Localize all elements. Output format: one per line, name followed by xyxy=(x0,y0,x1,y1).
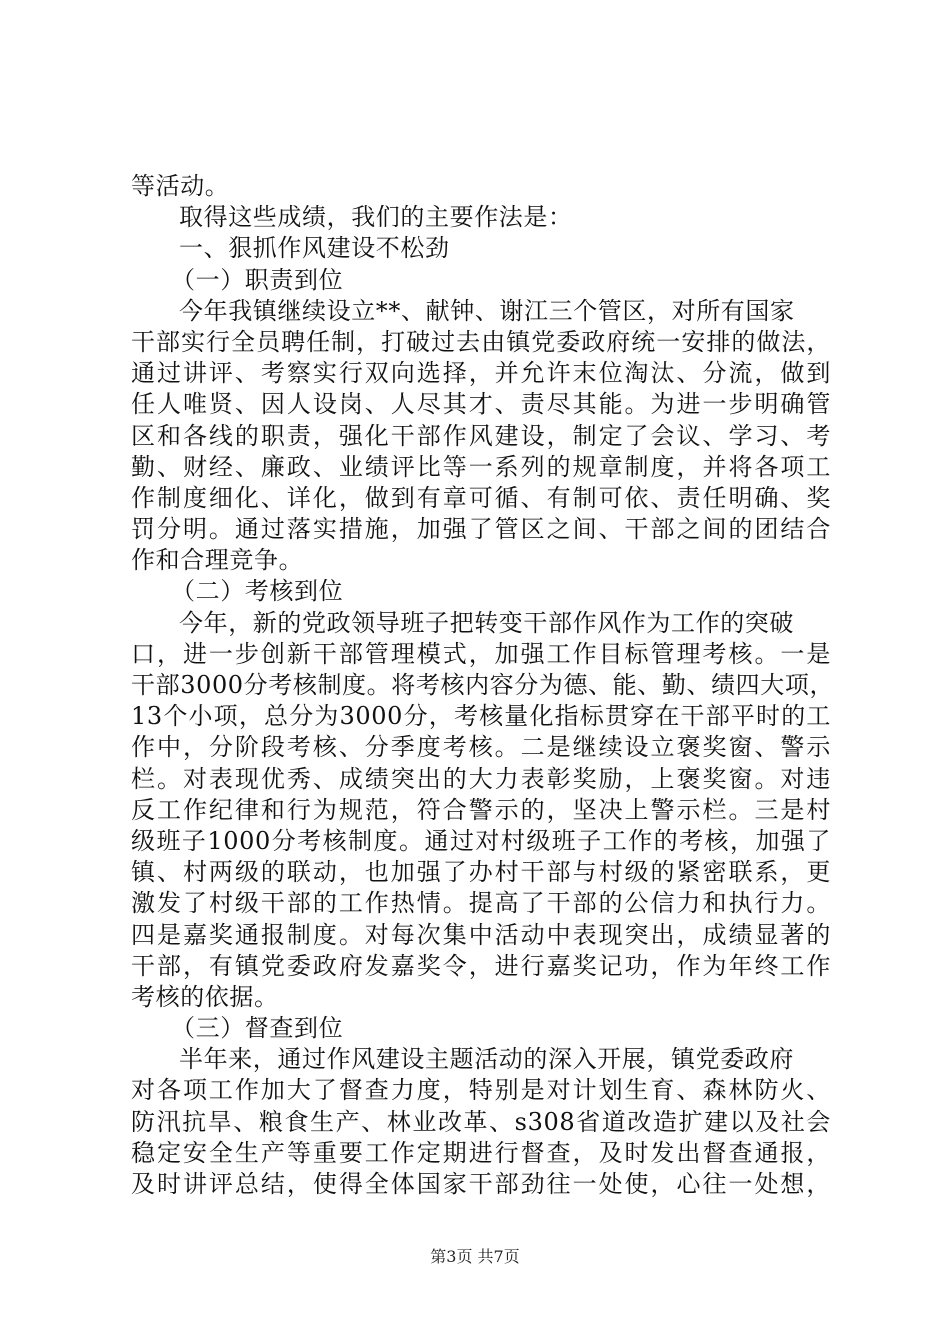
text-line: 罚分明。通过落实措施，加强了管区之间、干部之间的团结合 xyxy=(131,515,831,544)
document-body xyxy=(131,171,835,1200)
text-line: 干部实行全员聘任制，打破过去由镇党委政府统一安排的做法， xyxy=(131,327,831,356)
text-line: 区和各线的职责，强化干部作风建设，制定了会议、学习、考 xyxy=(131,421,831,450)
text-line: 作和合理竞争。 xyxy=(131,546,304,575)
text-line: 干部，有镇党委政府发嘉奖令，进行嘉奖记功，作为年终工作 xyxy=(131,951,831,980)
text-line: 防汛抗旱、粮食生产、林业改革、s308省道改造扩建以及社会 xyxy=(131,1107,831,1136)
text-line: 稳定安全生产等重要工作定期进行督查，及时发出督查通报， xyxy=(131,1138,831,1167)
text-line: 级班子1000分考核制度。通过对村级班子工作的考核，加强了 xyxy=(131,826,831,855)
text-line: 等活动。 xyxy=(131,172,230,200)
section-heading: 一、狠抓作风建设不松劲 xyxy=(179,234,450,263)
text-line: 及时讲评总结，使得全体国家干部劲往一处使，心往一处想， xyxy=(131,1170,831,1198)
text-line: 干部3000分考核制度。将考核内容分为德、能、勤、绩四大项， xyxy=(131,671,835,699)
subsection-heading: （二）考核到位 xyxy=(171,577,344,606)
text-line: 半年来，通过作风建设主题活动的深入开展，镇党委政府 xyxy=(179,1045,794,1074)
text-line: 任人唯贤、因人设岗、人尽其才、责尽其能。为进一步明确管 xyxy=(131,390,831,419)
text-line: 13个小项，总分为3000分，考核量化指标贯穿在干部平时的工 xyxy=(131,702,831,731)
text-line: 通过讲评、考察实行双向选择，并允许末位淘汰、分流，做到 xyxy=(131,359,831,388)
subsection-heading: （三）督查到位 xyxy=(171,1014,344,1043)
text-line: 今年我镇继续设立**、献钟、谢江三个管区，对所有国家 xyxy=(179,296,795,325)
text-line: 激发了村级干部的工作热情。提高了干部的公信力和执行力。 xyxy=(131,889,831,918)
text-line: 勤、财经、廉政、业绩评比等一系列的规章制度，并将各项工 xyxy=(131,452,831,481)
text-line: 对各项工作加大了督查力度，特别是对计划生育、森林防火、 xyxy=(131,1076,831,1105)
text-line: 作制度细化、详化，做到有章可循、有制可依、责任明确、奖 xyxy=(131,483,831,512)
page-number-footer: 第3页 共7页 xyxy=(430,1247,520,1266)
text-line: 镇、村两级的联动，也加强了办村干部与村级的紧密联系，更 xyxy=(131,858,831,887)
text-line: 栏。对表现优秀、成绩突出的大力表彰奖励，上褒奖窗。对违 xyxy=(131,764,831,793)
text-line: 考核的依据。 xyxy=(131,982,279,1011)
text-line: 取得这些成绩，我们的主要作法是： xyxy=(179,203,573,232)
text-line: 口，进一步创新干部管理模式，加强工作目标管理考核。一是 xyxy=(131,639,831,668)
text-line: 反工作纪律和行为规范，符合警示的，坚决上警示栏。三是村 xyxy=(131,795,831,824)
subsection-heading: （一）职责到位 xyxy=(171,265,344,294)
text-line: 今年，新的党政领导班子把转变干部作风作为工作的突破 xyxy=(179,608,794,637)
text-line: 作中，分阶段考核、分季度考核。二是继续设立褒奖窗、警示 xyxy=(131,733,831,762)
text-line: 四是嘉奖通报制度。对每次集中活动中表现突出，成绩显著的 xyxy=(131,920,831,949)
